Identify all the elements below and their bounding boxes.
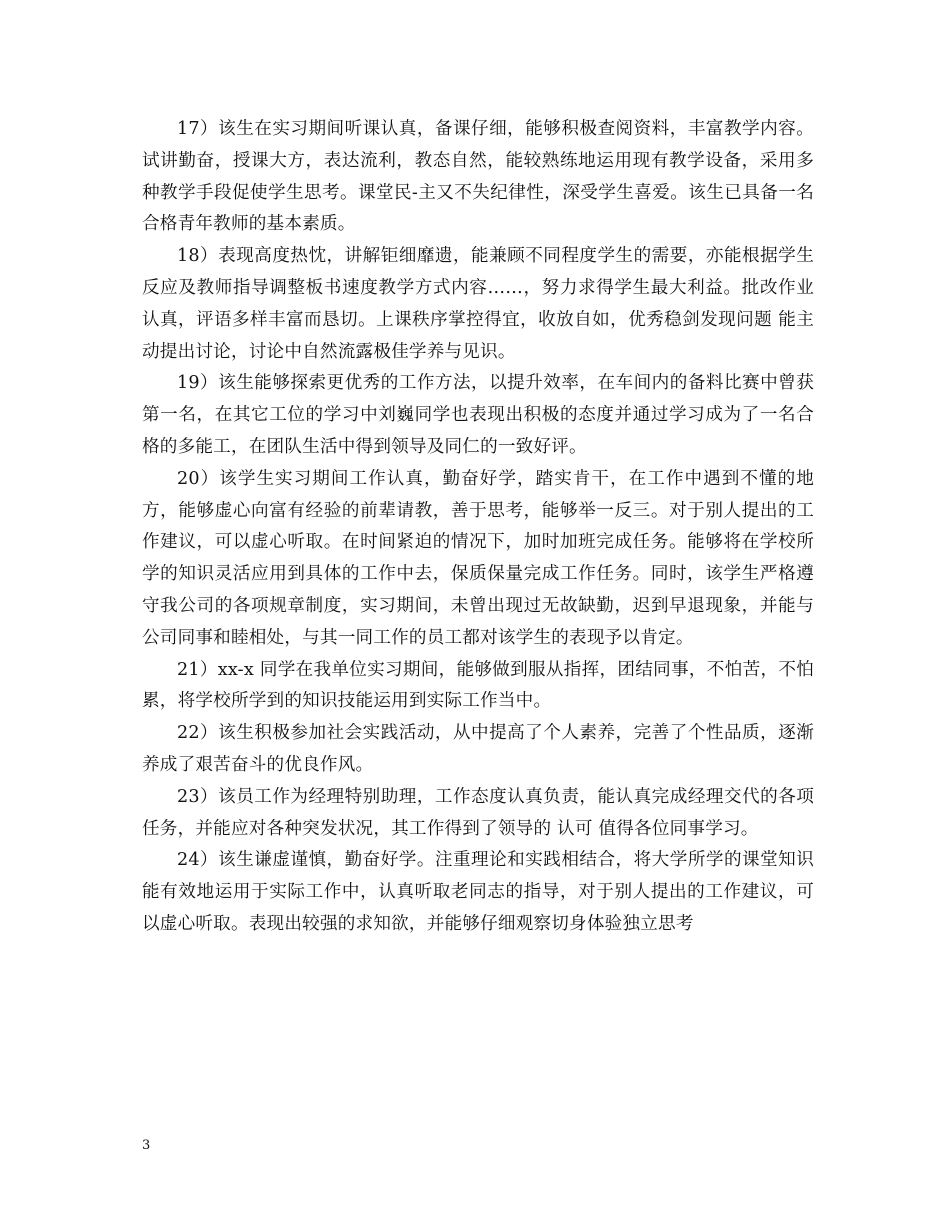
page-number: 3: [142, 1138, 151, 1153]
paragraph-24: 24）该生谦虚谨慎，勤奋好学。注重理论和实践相结合，将大学所学的课堂知识能有效地运用于实际工作中，认真听取老同志的指导，对于别人提出的工作建议，可以虚心听取。表现出较强的求知欲，并能够仔细观察切身体验独立思考: [142, 850, 814, 934]
paragraph-23: 23）该员工作为经理特别助理，工作态度认真负责，能认真完成经理交代的各项任务，并能应对各种突发状况，其工作得到了领导的 认可 值得各位同事学习。: [142, 786, 814, 839]
paragraph-17: 17）该生在实习期间听课认真，备课仔细，能够积极查阅资料，丰富教学内容。试讲勤奋，授课大方，表达流利，教态自然，能较熟练地运用现有教学设备，采用多种教学手段促使学生思考。课堂民-主又不失纪律性，深受学生喜爱。该生已具备一名合格青年教师的基本素质。: [142, 119, 814, 235]
paragraph-22: 22）该生积极参加社会实践活动，从中提高了个人素养，完善了个性品质，逐渐养成了艰苦奋斗的优良作风。: [142, 723, 814, 775]
paragraph-19: 19）该生能够探索更优秀的工作方法，以提升效率，在车间内的备料比赛中曾获第一名，在其它工位的学习中刘巍同学也表现出积极的态度并通过学习成为了一名合格的多能工，在团队生活中得到领导及同仁的一致好评。: [142, 373, 814, 457]
paragraph-18: 18）表现高度热忱，讲解钜细靡遗，能兼顾不同程度学生的需要，亦能根据学生反应及教师指导调整板书速度教学方式内容……，努力求得学生最大利益。批改作业认真，评语多样丰富而恳切。上课秩序掌控得宜，收放自如，优秀稳剑发现问题 能主动提出讨论，讨论中自然流露极佳学养与见识。: [142, 246, 814, 362]
body-text: [142, 114, 814, 941]
paragraph-20: 20）该学生实习期间工作认真，勤奋好学，踏实肯干，在工作中遇到不懂的地方，能够虚心向富有经验的前辈请教，善于思考，能够举一反三。对于别人提出的工作建议，可以虚心听取。在时间紧迫的情况下，加时加班完成任务。能够将在学校所学的知识灵活应用到具体的工作中去，保质保量完成工作任务。同时，该学生严格遵守我公司的各项规章制度，实习期间，未曾出现过无故缺勤，迟到早退现象，并能与公司同事和睦相处，与其一同工作的员工都对该学生的表现予以肯定。: [142, 468, 814, 648]
paragraph-21: 21）xx-x 同学在我单位实习期间，能够做到服从指挥，团结同事，不怕苦，不怕累，将学校所学到的知识技能运用到实际工作当中。: [142, 659, 814, 712]
